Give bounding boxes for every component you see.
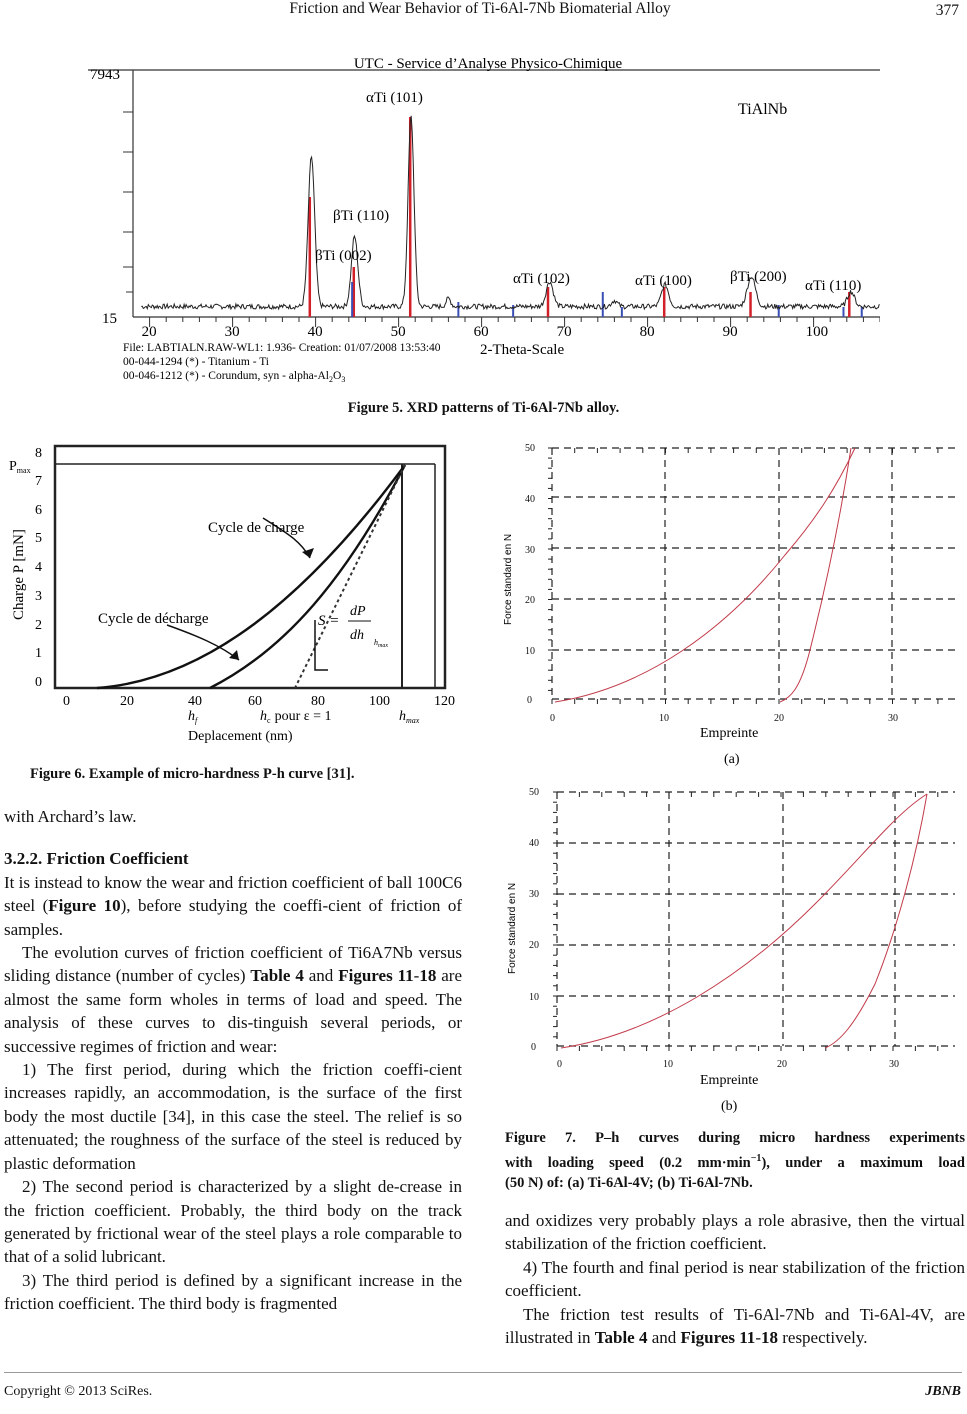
ph-x-tick: 40 [188, 694, 202, 709]
footer-copyright: Copyright © 2013 SciRes. [4, 1384, 153, 1399]
xrd-x-tick: 30 [224, 324, 240, 340]
paragraph: 3) The third period is defined by a significant increase in the friction coefficient. The third body is fragmented [4, 1270, 462, 1314]
paragraph: 2) The second period is characterized by a slight de-crease in the friction coefficient. Probably, the third body on the track generated by frictional wear of the steel plays a role comparable to that of a solid lubricant. [4, 1177, 462, 1267]
fig7a-y-label: Force standard en N [503, 533, 514, 625]
xrd-x-tick: 90 [722, 324, 738, 340]
figure-5-caption: Figure 5. XRD patterns of Ti-6Al-7Nb alloy. [347, 400, 620, 416]
fig7b-x-tick: 0 [557, 1059, 562, 1070]
fig7b-y-tick: 20 [529, 940, 539, 951]
fig7b-y-tick: 0 [531, 1042, 536, 1053]
xrd-banner: UTC - Service d’Analyse Physico-Chimique [353, 56, 623, 72]
figure-7a-chart [495, 440, 960, 770]
ph-y-tick: 6 [35, 503, 42, 518]
xrd-y-bottom: 15 [102, 311, 117, 327]
fig7a-x-tick: 0 [550, 713, 555, 724]
running-header-title: Friction and Wear Behavior of Ti-6Al-7Nb Biomaterial Alloy [289, 0, 671, 17]
paragraph: 1) The first period, during which the friction coeffi-cient increases rapidly, an accommodation, is the surface of the first body the most ductile [34], in this case the steel. The relief is so attenuated; the roughness of the surface of the steel is reduced by plastic deformation [4, 1060, 462, 1173]
ph-load-label: Cycle de charge [208, 520, 305, 536]
xrd-peak-label: αTi (101) [366, 90, 423, 106]
fig7a-y-tick: 40 [525, 494, 535, 505]
footer-journal: JBNB [925, 1384, 961, 1399]
xrd-x-tick: 40 [307, 324, 323, 340]
ph-y-tick: 0 [35, 675, 42, 690]
page-number: 377 [935, 2, 959, 19]
fig7a-y-tick: 10 [525, 646, 535, 657]
ph-x-tick: 100 [369, 694, 390, 709]
ph-hmax: $h_{max}$ [399, 709, 420, 725]
ph-x-tick: 0 [63, 694, 70, 709]
ph-hf: $h_f$ [188, 709, 198, 725]
xrd-x-tick: 70 [556, 324, 572, 340]
fig7a-x-label: Empreinte [700, 726, 759, 741]
ph-x-label: Deplacement (nm) [188, 729, 293, 744]
xrd-x-label: 2-Theta-Scale [480, 342, 565, 358]
section-heading: 3.2.2. Friction Coefficient [4, 849, 189, 869]
ph-s-dp: dP [350, 604, 366, 619]
fig7b-y-tick: 10 [529, 992, 539, 1003]
fig7a-y-tick: 50 [525, 443, 535, 454]
figure-7-caption: Figure 7. P–h curves during micro hardness experiments with loading speed (0.2 $mm\cdot\min^{-1}$), under a maximum load (50 N) of: (a) Ti-6Al-4V; (b) Ti-6Al-7Nb. [505, 1130, 965, 1191]
xrd-peak-label: αTi (110) [805, 278, 862, 294]
ph-y-tick: 3 [35, 589, 42, 604]
ph-y-label: Charge P [mN] [11, 529, 27, 620]
ph-x-tick: 20 [120, 694, 134, 709]
fig7b-y-label: Force standard en N [507, 882, 518, 974]
figure-7b-panel-label: (b) [721, 1099, 738, 1114]
xrd-peak-label: αTi (102) [513, 271, 570, 287]
fig7a-y-tick: 20 [525, 595, 535, 606]
fig7b-x-tick: 30 [889, 1059, 899, 1070]
xrd-peak-label: βTi (200) [730, 269, 787, 285]
figure-6-caption: Figure 6. Example of micro-hardness P-h curve [31]. [30, 766, 355, 782]
paragraph: and oxidizes very probably plays a role abrasive, then the virtual stabilization of the friction coefficient. [505, 1211, 965, 1254]
left-column-text [4, 805, 462, 1316]
ph-y-tick: 8 [35, 446, 42, 461]
fig7b-x-tick: 10 [663, 1059, 673, 1070]
paragraph: 4) The fourth and final period is near stabilization of the friction coefficient. [505, 1257, 965, 1301]
right-column-text [505, 1209, 965, 1349]
ph-x-tick: 80 [311, 694, 325, 709]
fig7a-x-tick: 30 [888, 713, 898, 724]
xrd-file-line-2: 00-044-1294 (*) - Titanium - Ti [123, 356, 270, 368]
fig7a-x-tick: 20 [774, 713, 784, 724]
xrd-x-tick: 50 [390, 324, 406, 340]
ph-s-dh: dh [350, 628, 364, 643]
paragraph: The evolution curves of friction coefficient of Ti6A7Nb versus sliding distance (number of cycles) Table 4 and Figures 11-18 are almost the same form wholes in terms of load and speed. The analysis of these curves to dis-tinguish several periods, or successive regimes of friction and wear: [4, 943, 462, 1056]
xrd-x-tick: 80 [639, 324, 655, 340]
ph-y-tick: 7 [35, 474, 42, 489]
xrd-x-tick: 100 [805, 324, 829, 340]
xrd-y-top: 7943 [90, 67, 120, 83]
fig7a-y-tick: 30 [525, 545, 535, 556]
xrd-peak-label: βTi (002) [315, 248, 372, 264]
fig7b-y-tick: 50 [529, 787, 539, 798]
paragraph: It is instead to know the wear and friction coefficient of ball 100C6 steel (Figure 10), before studying the coeffi-cient of friction of samples. [4, 872, 462, 939]
ph-y-tick: 4 [35, 560, 42, 575]
ph-x-tick: 120 [434, 694, 455, 709]
xrd-peak-label: αTi (100) [635, 273, 692, 289]
figure-7a-panel-label: (a) [724, 752, 740, 767]
xrd-sample-label: TiAlNb [738, 101, 788, 118]
ph-y-tick: 5 [35, 531, 42, 546]
ph-hc: $h_c$ pour ε = 1 [260, 709, 332, 725]
ph-y-tick: 1 [35, 646, 42, 661]
ph-x-tick: 60 [248, 694, 262, 709]
paragraph: with Archard’s law. [4, 807, 137, 826]
xrd-x-tick: 60 [473, 324, 489, 340]
fig7b-y-tick: 40 [529, 838, 539, 849]
fig7a-x-tick: 10 [659, 713, 669, 724]
xrd-file-line-3: 00-046-1212 (*) - Corundum, syn - alpha-$Al_2O_3$ [123, 370, 346, 384]
ph-unload-label: Cycle de décharge [98, 611, 209, 627]
ph-s-formula: S = [318, 613, 340, 629]
xrd-x-tick: 20 [141, 324, 157, 340]
ph-y-tick: 2 [35, 618, 42, 633]
xrd-peak-label: βTi (110) [333, 208, 390, 224]
figure-6-ph-curve [5, 440, 460, 745]
figure-7b-chart [495, 784, 960, 1114]
fig7b-x-tick: 20 [777, 1059, 787, 1070]
figure-5-xrd [88, 52, 880, 390]
xrd-file-line-1: File: LABTIALN.RAW-WL1: 1.936- Creation: 01/07/2008 13:53:40 [123, 342, 441, 354]
ph-s-sub: $h_{max}$ [374, 638, 388, 649]
fig7b-x-label: Empreinte [700, 1073, 759, 1088]
fig7a-y-tick: 0 [527, 695, 532, 706]
ph-pmax: $P_{max}$ [9, 459, 31, 475]
fig7b-y-tick: 30 [529, 889, 539, 900]
paragraph: The friction test results of Ti-6Al-7Nb and Ti-6Al-4V, are illustrated in Table 4 and Figures 11-18 respectively. [505, 1304, 965, 1348]
